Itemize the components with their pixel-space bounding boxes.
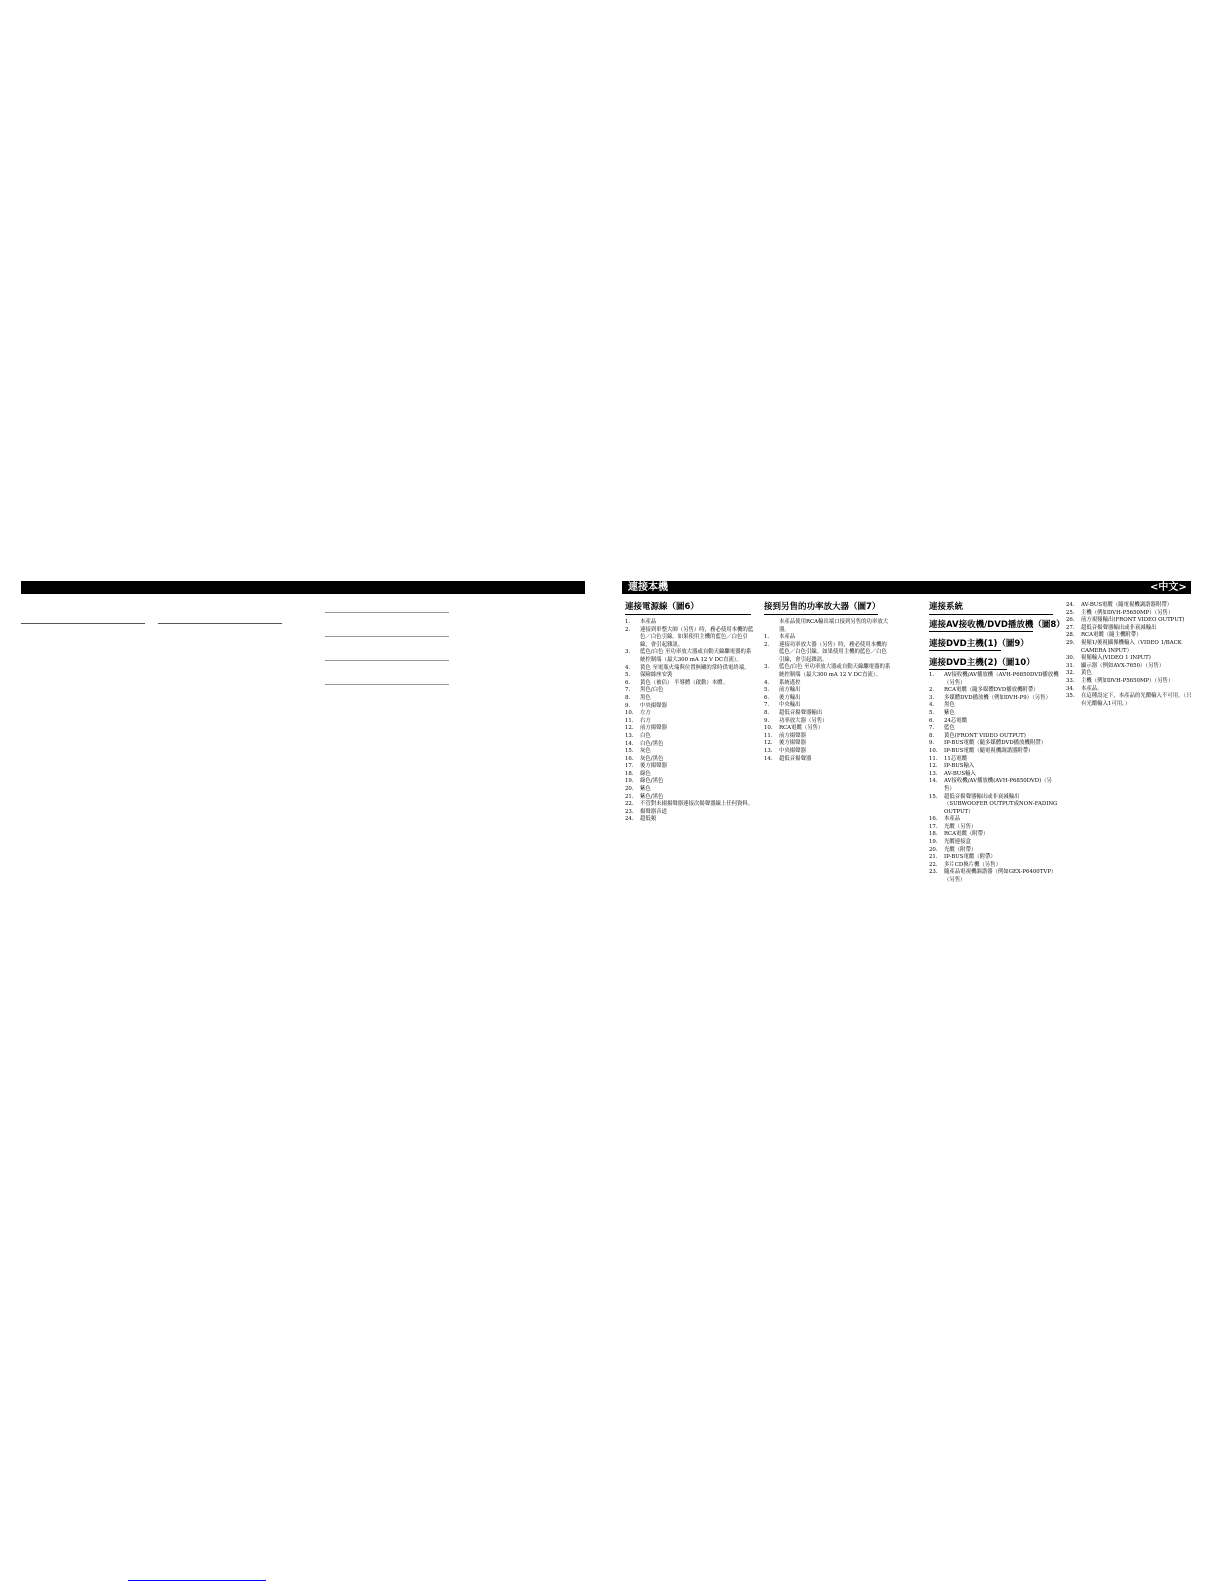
list-item-number: 16.	[929, 816, 938, 823]
list-item-number: 4.	[764, 679, 770, 686]
list-item-number: 24.	[625, 816, 634, 823]
list-item-number: 1.	[764, 634, 770, 640]
left-page-rule	[325, 684, 449, 685]
list-item	[1066, 602, 1194, 610]
list-item	[764, 687, 892, 695]
system-sub2-rule	[929, 650, 1001, 651]
list-item	[764, 642, 892, 665]
list-item-number: 6.	[625, 679, 631, 686]
list-item-text: 後方揚聲器	[640, 763, 667, 770]
list-item-text: 視頻輸入(VIDEO 1 INPUT)	[1081, 655, 1151, 662]
list-item-number: 17.	[625, 763, 634, 770]
power-heading-rule	[625, 614, 751, 615]
list-item-number: 19.	[929, 839, 938, 846]
list-item-text: 中央輸出	[779, 702, 801, 709]
list-item-number: 5.	[764, 687, 770, 694]
list-item-text: 左方	[640, 710, 651, 717]
list-item-text: 11芯電纜	[944, 755, 968, 762]
list-item	[764, 756, 892, 764]
list-item-text: 連接到車整大師（另售）時，務必使用本機的藍色／白色引線。如果使用主機的藍色／白色引線，會引起雜訊。	[640, 626, 754, 648]
list-item-number: 4.	[929, 702, 935, 709]
list-item	[929, 794, 1059, 817]
list-item-number: 18.	[625, 770, 634, 777]
list-item-number: 12.	[764, 740, 773, 747]
list-item	[764, 748, 892, 756]
list-item-text: IP-BUS電纜（附帶）	[944, 854, 996, 861]
list-item-text: 連接功率放大器（另售）時，務必使用本機的藍色／白色引線。如果使用主機的藍色／白色引線，會引起雜訊。	[779, 641, 887, 663]
list-item-number: 28.	[1066, 632, 1075, 639]
list-item	[929, 839, 1059, 847]
list-item-text: 前方視頻輸出(FRONT VIDEO OUTPUT)	[1081, 617, 1185, 624]
list-item-text: 紫色	[640, 786, 651, 793]
list-item-text: 黃色	[1081, 670, 1092, 677]
system-heading: 連接系統	[929, 602, 964, 612]
left-page-header-bar	[21, 581, 585, 594]
list-item-text: 光纜（附帶）	[944, 846, 977, 853]
list-item-text: 綠色/黑色	[640, 778, 664, 785]
list-item-number: 2.	[625, 626, 631, 633]
list-item-text: 前方輸出	[779, 687, 801, 694]
list-item-number: 1.	[929, 672, 935, 678]
list-item-number: 7.	[625, 687, 631, 694]
list-item-number: 8.	[929, 732, 935, 739]
list-item-number: 30.	[1066, 655, 1075, 662]
list-item	[625, 725, 755, 733]
list-item-text: 揚聲器音道	[640, 808, 667, 815]
list-item-number: 6.	[764, 694, 770, 701]
list-item-text: 本產品	[640, 619, 657, 625]
list-item	[625, 710, 755, 718]
list-item-number: 19.	[625, 778, 634, 785]
list-item-text: 中央揚聲器	[779, 747, 806, 754]
list-item-number: 9.	[764, 717, 770, 724]
list-item-text: 中央揚聲器	[640, 702, 667, 709]
list-item-number: 11.	[625, 717, 634, 724]
list-item	[929, 778, 1059, 793]
list-item-text: AV接收機/AV播放機（AVH-P6850DVD播放機（另售）	[944, 672, 1059, 686]
list-item	[929, 816, 1059, 824]
list-item-number: 12.	[929, 763, 938, 770]
list-item-text: 藍色/白色 至功率放大器或自動天線繼電器的系統控制端（最大300 mA 12 V DC直流）。	[779, 664, 891, 678]
list-item-number: 8.	[764, 709, 770, 716]
list-item-number: 3.	[625, 649, 631, 656]
list-item	[625, 741, 755, 749]
list-item-text: 光纜（另售）	[944, 823, 977, 830]
list-item-text: 黃色(FRONT VIDEO OUTPUT)	[944, 732, 1026, 739]
system-sub1: 連接AV接收機/DVD播放機（圖8）	[929, 620, 1065, 630]
list-item	[764, 664, 892, 679]
list-item-text: AV-BUS輸入	[944, 770, 976, 777]
list-item-number: 11.	[929, 755, 938, 762]
left-page-rule	[325, 636, 449, 637]
list-item	[625, 763, 755, 771]
list-item	[929, 854, 1059, 862]
list-item-text: 顯示器（例如AVX-7650）（另售）	[1081, 662, 1165, 669]
list-item-text: 多媒體DVD播放機（例如DVH-P9）（另售）	[944, 694, 1051, 701]
list-item-number: 22.	[929, 861, 938, 868]
list-item-text: 24芯電纜	[944, 717, 968, 724]
list-item	[625, 778, 755, 786]
list-item	[625, 687, 755, 695]
system-heading-rule	[929, 614, 1053, 615]
list-item-text: RCA電纜（附帶）	[944, 831, 989, 838]
system-cont-list	[1066, 602, 1194, 708]
list-item	[1066, 640, 1194, 655]
amp-intro: 本產品使用RCA輸出端口接到另售的功率放大器。	[779, 619, 889, 633]
list-item-number: 5.	[625, 672, 631, 679]
list-item-number: 3.	[764, 664, 770, 671]
list-item	[929, 831, 1059, 839]
list-item-text: 隨產品電視機調諧器（例如GEX-P6400TVP）（另售）	[944, 869, 1057, 884]
list-item-number: 27.	[1066, 624, 1075, 631]
list-item-text: 超低音揚聲器輸出或非衰減輸出（SUBWOOFER OUTPUT或NON-FADING OUTPUT）	[944, 793, 1058, 815]
list-item-text: IP-BUS電纜（隨多媒體DVD播放機附帶）	[944, 740, 1047, 747]
list-item	[625, 695, 755, 703]
system-sub3-rule	[929, 669, 1007, 670]
list-item-text: 黑色	[944, 702, 955, 709]
list-item-number: 7.	[929, 725, 935, 732]
list-item-number: 23.	[929, 869, 938, 876]
list-item-text: 主機（例如DVH-P5650MP）（另售）	[1081, 677, 1174, 684]
list-item-text: 主機（例如DVH-P5650MP）（另售）	[1081, 609, 1174, 616]
list-item-text: 超低音揚聲器輸出	[779, 709, 823, 716]
amp-list	[764, 634, 892, 763]
list-item-number: 23.	[625, 808, 634, 815]
list-item-text: 右方	[640, 717, 651, 724]
list-item-number: 18.	[929, 831, 938, 838]
list-item-number: 15.	[625, 748, 634, 755]
list-item	[1066, 655, 1194, 663]
list-item	[929, 740, 1059, 748]
list-item-text: 本產品	[944, 816, 961, 823]
list-item-text: 白色/黑色	[640, 740, 664, 747]
list-item-text: 在這種設定下，本產品的光纜輸入不可用。（只有光纜輸入1可用。）	[1081, 693, 1192, 707]
list-item-text: 後方輸出	[779, 694, 801, 701]
bottom-link-rule	[128, 1580, 266, 1581]
list-item-number: 10.	[764, 725, 773, 732]
list-item-number: 9.	[625, 702, 631, 709]
list-item-number: 10.	[625, 710, 634, 717]
list-item-number: 2.	[764, 641, 770, 648]
list-item	[1066, 632, 1194, 640]
list-item-number: 25.	[1066, 609, 1075, 616]
list-item-text: 前方揚聲器	[640, 725, 667, 732]
list-item-text: 黑色	[640, 694, 651, 701]
list-item-number: 4.	[625, 664, 631, 671]
list-item-text: 後方揚聲器	[779, 740, 806, 747]
list-item	[625, 748, 755, 756]
list-item-number: 20.	[929, 846, 938, 853]
list-item-text: 本產品	[779, 634, 796, 640]
list-item	[929, 756, 1059, 764]
list-item-number: 13.	[764, 747, 773, 754]
list-item-text: IP-BUS輸入	[944, 763, 975, 770]
list-item-text: 本產品。	[1081, 685, 1103, 692]
list-item-number: 12.	[625, 725, 634, 732]
list-item-number: 21.	[929, 854, 938, 861]
list-item	[929, 763, 1059, 771]
list-item-text: 紫色	[944, 709, 955, 716]
list-item	[929, 748, 1059, 756]
system-sub2: 連接DVD主機(1)（圖9）	[929, 639, 1029, 649]
list-item	[929, 710, 1059, 718]
system-sub1-rule	[929, 631, 1033, 632]
list-item-text: 黃色 至電瓶火端與位置無關的常時供電終端。	[640, 664, 750, 671]
list-item-text: 不管對未揚揚聲器連接次揚聲器線上任何資料。	[640, 801, 754, 808]
amp-heading-rule	[764, 614, 878, 615]
list-item-number: 7.	[764, 702, 770, 709]
list-item-text: 光纜連接盒	[944, 839, 971, 846]
list-item-number: 32.	[1066, 670, 1075, 677]
list-item-text: RCA電纜（隨主機附帶）	[1081, 632, 1142, 639]
list-item-number: 11.	[764, 732, 773, 739]
list-item-number: 24.	[1066, 602, 1075, 608]
list-item	[1066, 670, 1194, 678]
list-item	[929, 702, 1059, 710]
system-list	[929, 672, 1059, 885]
list-item-number: 9.	[929, 740, 935, 747]
list-item	[625, 703, 755, 711]
list-item	[764, 740, 892, 748]
list-item	[625, 733, 755, 741]
list-item-text: 多片CD換片機（另售）	[944, 861, 1001, 868]
list-item	[625, 619, 755, 627]
list-item-number: 10.	[929, 747, 938, 754]
list-item-text: 綠色	[640, 770, 651, 777]
list-item	[1066, 617, 1194, 625]
list-item	[764, 725, 892, 733]
list-item	[764, 634, 892, 642]
list-item-text: 前方揚聲器	[779, 732, 806, 739]
list-item-number: 8.	[625, 694, 631, 701]
list-item	[625, 672, 755, 680]
list-item	[1066, 678, 1194, 686]
list-item-text: 白色	[640, 732, 651, 739]
list-item-text: 藍色/白色 至功率放大器或自動天線繼電器的系統控制端（最大300 mA 12 V DC直流）。	[640, 649, 752, 663]
list-item-number: 1.	[625, 619, 631, 625]
list-item-number: 21.	[625, 793, 634, 800]
list-item-number: 13.	[929, 770, 938, 777]
list-item-text: AV-BUS電纜（隨電視機調諧器附帶）	[1081, 602, 1173, 608]
language-label: <中文>	[1150, 582, 1187, 593]
list-item-number: 22.	[625, 801, 634, 808]
list-item-number: 34.	[1066, 685, 1075, 692]
list-item	[929, 725, 1059, 733]
left-page-rule	[158, 623, 282, 624]
list-item	[625, 801, 755, 809]
list-item	[929, 687, 1059, 695]
list-item	[625, 627, 755, 650]
page-title: 連接本機	[628, 582, 668, 593]
power-list	[625, 619, 755, 824]
list-item-number: 14.	[764, 755, 773, 762]
system-sub3: 連接DVD主機(2)（圖10）	[929, 658, 1035, 668]
list-item-number: 14.	[625, 740, 634, 747]
left-page-rule	[21, 623, 145, 624]
list-item-number: 13.	[625, 732, 634, 739]
list-item-number: 35.	[1066, 693, 1075, 700]
list-item-number: 31.	[1066, 662, 1075, 669]
list-item-number: 17.	[929, 823, 938, 830]
list-item-number: 15.	[929, 793, 938, 800]
list-item-text: 灰色/黑色	[640, 755, 664, 762]
list-item	[1066, 686, 1194, 694]
list-item-text: 藍色	[944, 725, 955, 732]
list-item	[764, 710, 892, 718]
list-item-text: 灰色	[640, 748, 651, 755]
list-item-number: 3.	[929, 694, 935, 701]
list-item-number: 20.	[625, 786, 634, 793]
list-item-text: RCA電纜（另售）	[779, 725, 824, 732]
list-item-number: 33.	[1066, 677, 1075, 684]
list-item	[764, 702, 892, 710]
list-item-text: 功率放大器（另售）	[779, 717, 828, 724]
power-heading: 連接電源線（圖6）	[625, 602, 699, 612]
list-item	[625, 649, 755, 664]
list-item	[625, 786, 755, 794]
left-page-rule	[325, 660, 449, 661]
list-item-number: 6.	[929, 717, 935, 724]
list-item-text: 系統遙控	[779, 679, 801, 686]
left-page-rule	[325, 612, 449, 613]
amp-heading: 接到另售的功率放大器（圖7）	[764, 602, 881, 612]
list-item-text: AV接收機/AV播放機(AVH-P6850DVD)（另售）	[944, 778, 1053, 792]
list-item	[1066, 693, 1194, 708]
list-item	[764, 718, 892, 726]
list-item-text: 黃色（被佔） 半導體（啟動）本體。	[640, 679, 728, 686]
list-item	[929, 869, 1059, 884]
list-item-number: 14.	[929, 778, 938, 785]
list-item-number: 5.	[929, 709, 935, 716]
list-item-number: 16.	[625, 755, 634, 762]
list-item	[929, 672, 1059, 687]
list-item-text: 超低音揚聲器	[779, 755, 812, 762]
page-header-bar	[622, 581, 1191, 594]
list-item-number: 2.	[929, 687, 935, 694]
list-item-text: IP-BUS電纜（隨電視機調諧器附帶）	[944, 747, 1034, 754]
list-item-text: 保險絲座安裝	[640, 672, 673, 679]
list-item-text: 超低頻	[640, 816, 657, 823]
list-item-text: 黑色/白色	[640, 687, 664, 694]
list-item-text: RCA電纜（隨多媒體DVD播放機附帶）	[944, 687, 1039, 694]
list-item-text: 紫色/黑色	[640, 793, 664, 800]
list-item-text: 超低音揚聲器輸出或非衰減輸出	[1081, 624, 1157, 631]
list-item-text: 視頻1/後視攝像機輸入（VIDEO 1/BACK CAMERA INPUT）	[1081, 639, 1182, 654]
list-item-number: 26.	[1066, 617, 1075, 624]
list-item	[625, 816, 755, 824]
list-item-number: 29.	[1066, 639, 1075, 646]
